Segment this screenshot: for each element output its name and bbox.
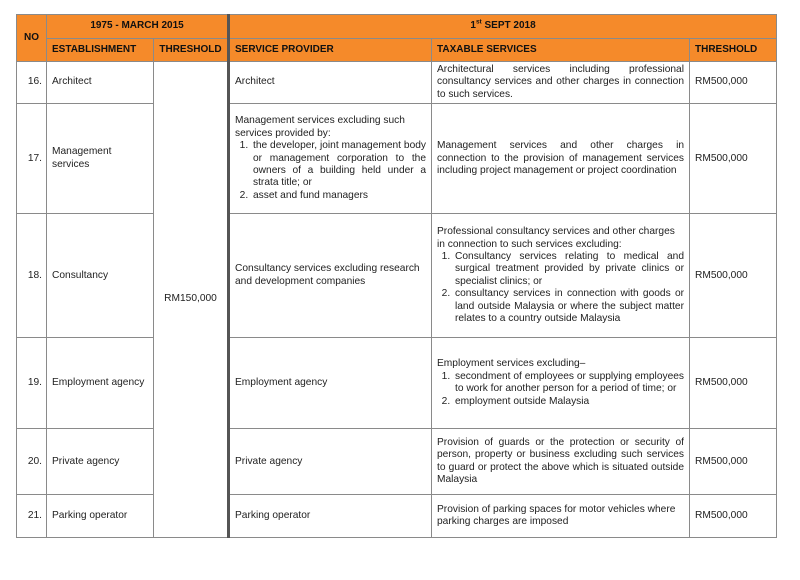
table-row	[17, 214, 777, 338]
service-provider-list	[235, 140, 426, 202]
header-establishment: ESTABLISHMENT	[47, 39, 154, 62]
list-item: 2. asset and fund managers	[251, 190, 426, 202]
service-provider-cell: Employment agency	[229, 338, 432, 429]
service-provider-cell: Architect	[229, 62, 432, 104]
header-period-new-day: 1	[470, 20, 476, 32]
table-row	[17, 495, 777, 538]
establishment-cell: Employment agency	[47, 338, 154, 429]
service-provider-intro: Management services excluding such services provided by:	[235, 115, 405, 139]
threshold-cell: RM500,000	[690, 62, 777, 104]
threshold-cell: RM500,000	[690, 338, 777, 429]
taxable-services-intro: Professional consultancy services and other charges in connection to such services excluding:	[437, 226, 675, 250]
table-row	[17, 338, 777, 429]
list-item: 1. Consultancy services relating to medical and surgical treatment provided by private clinics or specialist clinics; or	[453, 251, 684, 288]
header-period-new-sup: st	[475, 19, 482, 27]
threshold-cell: RM500,000	[690, 214, 777, 338]
taxable-services-cell: Architectural services including professional consultancy services and other charges in connection to such services.	[432, 62, 690, 104]
list-item: 1. the developer, joint management body or management corporation to the owners of a building held under a strata title; or	[251, 140, 426, 190]
row-number: 20.	[17, 429, 47, 495]
taxable-services-list	[437, 371, 684, 408]
service-tax-table-container	[16, 14, 776, 538]
list-item: 2. consultancy services in connection with goods or land outside Malaysia or where the subject matter relates to a country outside Malaysia	[453, 288, 684, 325]
header-taxable-services: TAXABLE SERVICES	[432, 39, 690, 62]
header-threshold-old: THRESHOLD	[154, 39, 229, 62]
table-row	[17, 62, 777, 104]
threshold-cell: RM500,000	[690, 429, 777, 495]
threshold-cell: RM500,000	[690, 104, 777, 214]
taxable-services-list	[437, 251, 684, 326]
establishment-cell: Management services	[47, 104, 154, 214]
header-period-new	[229, 15, 777, 39]
service-provider-cell	[229, 104, 432, 214]
list-item: 1. secondment of employees or supplying employees to work for another person for a period of time; or	[453, 371, 684, 396]
taxable-services-cell: Management services and other charges in connection to the provision of management services including project management or project coordination	[432, 104, 690, 214]
taxable-services-cell	[432, 338, 690, 429]
table-row	[17, 104, 777, 214]
establishment-cell: Parking operator	[47, 495, 154, 538]
list-item: 2. employment outside Malaysia	[453, 396, 684, 408]
service-provider-cell: Private agency	[229, 429, 432, 495]
taxable-services-cell	[432, 214, 690, 338]
establishment-cell: Private agency	[47, 429, 154, 495]
table-row	[17, 429, 777, 495]
header-service-provider: SERVICE PROVIDER	[229, 39, 432, 62]
header-no: NO	[17, 15, 47, 62]
service-provider-cell: Consultancy services excluding research and development companies	[229, 214, 432, 338]
row-number: 16.	[17, 62, 47, 104]
header-period-old: 1975 - MARCH 2015	[47, 15, 229, 39]
old-threshold-cell: RM150,000	[154, 62, 229, 538]
taxable-services-cell: Provision of guards or the protection or security of person, property or business excluding such services to guard or protect the above which is situated outside Malaysia	[432, 429, 690, 495]
service-provider-cell: Parking operator	[229, 495, 432, 538]
row-number: 18.	[17, 214, 47, 338]
threshold-cell: RM500,000	[690, 495, 777, 538]
taxable-services-intro: Employment services excluding–	[437, 358, 586, 370]
establishment-cell: Architect	[47, 62, 154, 104]
header-threshold-new: THRESHOLD	[690, 39, 777, 62]
service-tax-table	[16, 14, 777, 538]
row-number: 19.	[17, 338, 47, 429]
taxable-services-cell: Provision of parking spaces for motor vehicles where parking charges are imposed	[432, 495, 690, 538]
establishment-cell: Consultancy	[47, 214, 154, 338]
row-number: 21.	[17, 495, 47, 538]
header-period-new-rest: SEPT 2018	[481, 20, 536, 32]
row-number: 17.	[17, 104, 47, 214]
